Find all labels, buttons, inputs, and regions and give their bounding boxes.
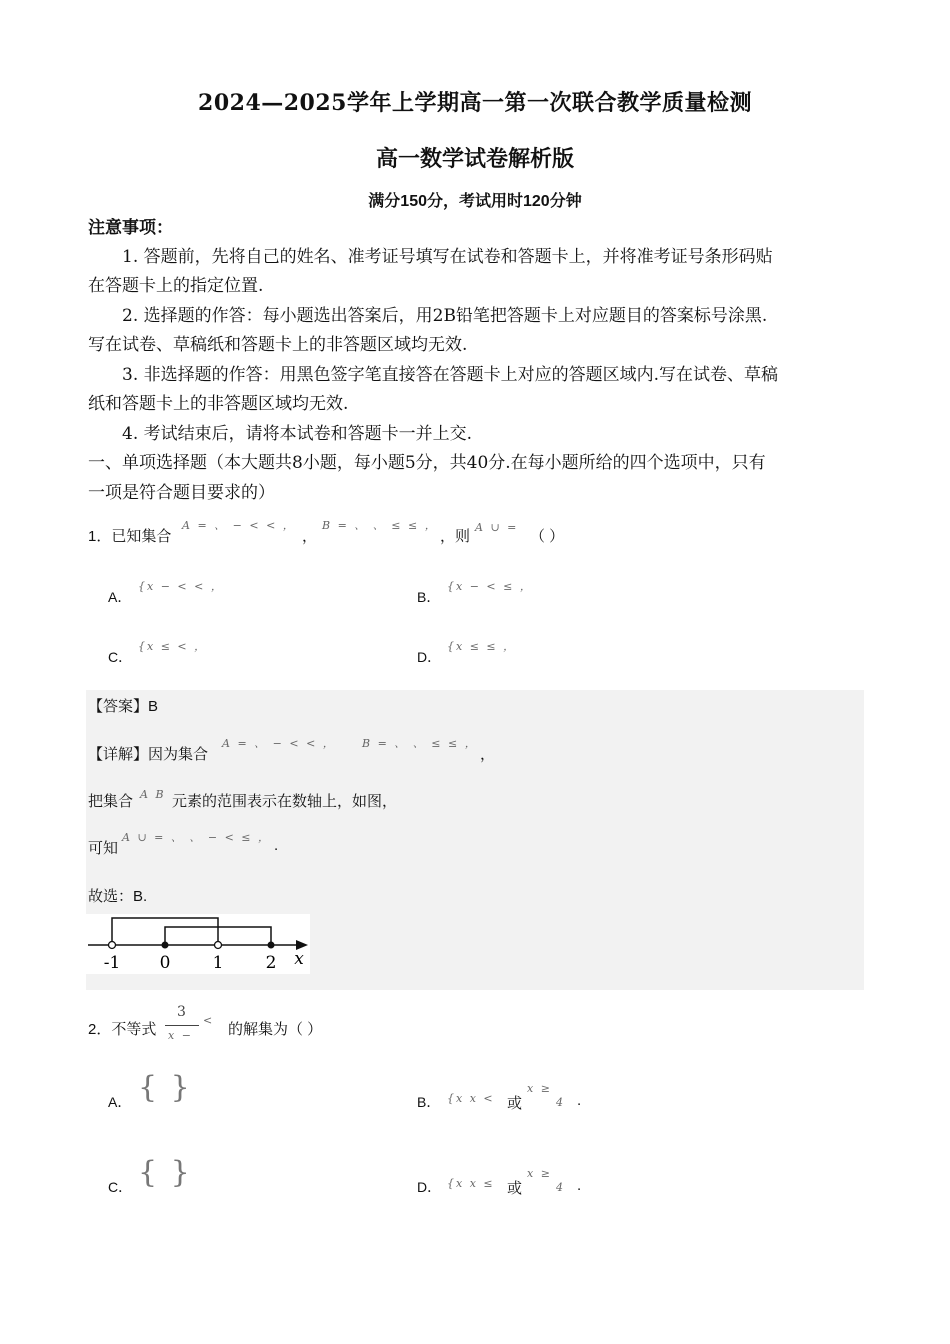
notice-heading: 注意事项： — [88, 218, 173, 238]
section-heading-line1: 一、单项选择题（本大题共8小题，每小题5分，共40分.在每小题所给的四个选项中，只有 — [88, 453, 766, 473]
q2-option-d-frac: 4 — [556, 1181, 565, 1194]
tick-label-0: 0 — [159, 953, 171, 973]
option-b-math: {x − < ≤ ， — [447, 580, 533, 593]
option-c-label[interactable]: C． — [108, 649, 133, 665]
q2-option-c-label[interactable]: C． — [108, 1179, 133, 1195]
answer-paren: （ ） — [530, 528, 565, 545]
answer-label: 【答案】B — [88, 698, 159, 715]
detail-label: 【详解】因为集合 — [88, 746, 209, 763]
notice-item-2-line2: 写在试卷、草稿纸和答题卡上的非答题区域均无效. — [88, 335, 468, 355]
q2-option-b-end: . — [577, 1092, 582, 1109]
detail-line2-suffix: 元素的范围表示在数轴上，如图， — [172, 793, 398, 810]
union-formula: A ∪ = — [475, 521, 519, 534]
option-b-label[interactable]: B． — [417, 589, 441, 605]
option-c-math: {x ≤ < ， — [138, 640, 208, 653]
q2-option-b-frac: 4 — [556, 1096, 565, 1109]
exam-meta: 满分150分，考试用时120分钟 — [368, 193, 582, 210]
notice-item-4: 4. 考试结束后，请将本试卷和答题卡一并上交. — [122, 424, 473, 444]
tick-label-neg1: -1 — [103, 953, 121, 973]
notice-item-1-line2: 在答题卡上的指定位置. — [88, 276, 264, 296]
question-text: 已知集合 — [111, 528, 172, 545]
notice-item-2-line1: 2. 选择题的作答：每小题选出答案后，用2B铅笔把答题卡上对应题目的答案标号涂黑. — [122, 306, 768, 326]
q2-option-d-end: . — [577, 1177, 582, 1194]
set-a-formula: A = 、 − < < ， — [182, 519, 296, 532]
q2-option-b-or: 或 — [507, 1095, 523, 1112]
option-a-label[interactable]: A． — [108, 589, 132, 605]
tick-label-2: 2 — [265, 953, 277, 973]
detail-line2-math: A B — [140, 788, 166, 801]
q2-option-a-label[interactable]: A． — [108, 1094, 132, 1110]
notice-item-3-line2: 纸和答题卡上的非答题区域均无效. — [88, 394, 349, 414]
detail-set-a: A = 、 − < < ， — [222, 737, 336, 750]
q2-option-d-tail: x ≥ — [527, 1167, 552, 1180]
detail-line3-prefix: 可知 — [88, 840, 119, 857]
q2-option-b-tail: x ≥ — [527, 1082, 552, 1095]
detail-set-b: B = 、 、 ≤ ≤ ， — [362, 737, 478, 750]
number-line-figure — [86, 914, 310, 974]
fraction-denominator: x − — [168, 1029, 193, 1042]
fraction-bar — [165, 1025, 199, 1026]
fraction-numerator: 3 — [177, 1004, 186, 1020]
question-2-stem — [88, 1018, 156, 1039]
point-2-closed — [268, 942, 275, 949]
q2-option-b-math: {x x < — [447, 1092, 495, 1105]
q2-option-d-label[interactable]: D． — [417, 1179, 442, 1195]
q2-option-b-label[interactable]: B． — [417, 1094, 441, 1110]
exam-subtitle: 高一数学试卷解析版 — [375, 146, 574, 172]
detail-line3-math: A ∪ = 、 、 − < ≤ ， — [122, 831, 272, 844]
tick-label-1: 1 — [212, 953, 224, 973]
point-1-open — [215, 942, 222, 949]
set-b-formula: B = 、 、 ≤ ≤ ， — [322, 519, 438, 532]
point-neg1-open — [109, 942, 116, 949]
point-0-closed — [162, 942, 169, 949]
notice-item-3-line1: 3. 非选择题的作答：用黑色签字笔直接答在答题卡上对应的答题区域内.写在试卷、草稿 — [122, 365, 779, 385]
question-text-then: ，则 — [440, 528, 471, 545]
option-d-math: {x ≤ ≤ ， — [447, 640, 517, 653]
question-number: 1． — [88, 528, 112, 545]
set-separator: ， — [302, 528, 318, 545]
notice-item-1-line1: 1. 答题前，先将自己的姓名、准考证号填写在试卷和答题卡上，并将准考证号条形码贴 — [122, 247, 773, 267]
option-a-math: {x − < < ， — [138, 580, 224, 593]
conclusion: 故选：B. — [88, 888, 148, 905]
exam-title: 2024—2025学年上学期高一第一次联合教学质量检测 — [198, 90, 752, 116]
question-number: 2． — [88, 1021, 112, 1038]
q2-option-a-math: { } — [138, 1070, 192, 1105]
question-text: 不等式 — [111, 1021, 157, 1038]
option-d-label[interactable]: D． — [417, 649, 442, 665]
q2-option-d-math: {x x ≤ — [447, 1177, 495, 1190]
axis-variable-x: x — [294, 949, 304, 969]
detail-comma: ， — [480, 746, 496, 763]
fraction-rhs: < — [203, 1014, 215, 1027]
question-2-tail: 的解集为（ ） — [228, 1021, 323, 1038]
detail-line3-suffix: . — [274, 837, 279, 854]
q2-option-d-or: 或 — [507, 1180, 523, 1197]
detail-line2-prefix: 把集合 — [88, 793, 134, 810]
section-heading-line2: 一项是符合题目要求的） — [88, 483, 275, 503]
question-1-stem — [88, 525, 171, 546]
q2-option-c-math: { } — [138, 1155, 192, 1190]
